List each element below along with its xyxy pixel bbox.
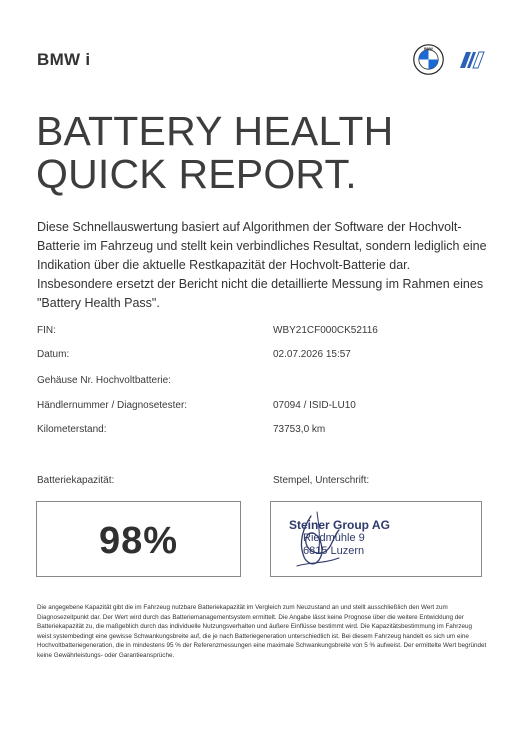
capacity-label: Batteriekapazität: (37, 475, 115, 486)
page-title (36, 110, 393, 196)
info-label: Händlernummer / Diagnosetester: (37, 400, 188, 411)
brand-name: BMW i (37, 50, 91, 69)
bmw-i-logo-icon (454, 50, 486, 70)
capacity-value: 98% (98, 520, 179, 562)
info-row-mileage (37, 424, 497, 444)
stamp-street: Riedmühle 9 (303, 532, 365, 544)
info-label: Datum: (37, 349, 70, 360)
info-label: Gehäuse Nr. Hochvoltbatterie: (37, 375, 171, 386)
title-line-2: QUICK REPORT. (36, 151, 357, 197)
bmw-roundel-logo-icon (413, 44, 444, 75)
info-label: FIN: (37, 325, 56, 336)
intro-text: Diese Schnellauswertung basiert auf Algorithmen der Software der Hochvolt-Batterie im Fahrzeug und stellt kein verbindliches Resultat, sondern lediglich eine Indikation über die aktuelle Restkapazität der Hochvolt-Batterie dar. Insbesondere ersetzt der Bericht nicht die detaillierte Messung im Rahmen eines "Battery Health Pass". (37, 220, 487, 310)
info-value: 02.07.2026 15:57 (273, 349, 351, 360)
info-value: WBY21CF000CK52116 (273, 325, 378, 336)
title-line-1: BATTERY HEALTH (36, 108, 394, 154)
info-row-battery-housing (37, 375, 497, 395)
disclaimer-text: Die angegebene Kapazität gibt die im Fahrzeug nutzbare Batteriekapazität im Vergleich zum Neuzustand an und stellt ausschließlich den Wert zum Diagnosezeitpunkt dar. Der Wert wird durch das Batteriemanagementsystem ermittelt. Die Angabe lässt keine Prognose über die weitere Entwicklung der Batteriekapazität zu, die maßgeblich durch das individuelle Nutzungsverhalten und äußere Einflüsse bestimmt wird. Die Kapazitätsbestimmung im Fahrzeug weist systembedingt eine gewisse Schwankungsbreite auf, die je nach Batteriegeneration unterschiedlich ist. Bei diesem Fahrzeug handelt es sich um eine Hochvoltbatteriegeneration, die in mindestens 95 % der Referenzmessungen eine maximale Schwankungsbreite von 5 % aufweist. Der ermittelte Wert begründet keine Gewährleistungs- oder Garantieansprüche. (37, 604, 487, 659)
info-row-fin (37, 325, 497, 345)
info-label: Kilometerstand: (37, 424, 107, 435)
capacity-box (36, 501, 241, 577)
info-row-date (37, 349, 497, 369)
info-row-dealer (37, 400, 497, 420)
stamp-city: 6815 Luzern (303, 545, 365, 557)
handwritten-signature-icon (289, 508, 359, 574)
stamp-box (270, 501, 482, 577)
stamp-company: Steiner Group AG (289, 518, 390, 532)
info-value: 73753,0 km (273, 424, 326, 435)
svg-text:BMW: BMW (424, 47, 433, 52)
info-value: 07094 / ISID-LU10 (273, 400, 356, 411)
stamp-label: Stempel, Unterschrift: (273, 475, 370, 486)
